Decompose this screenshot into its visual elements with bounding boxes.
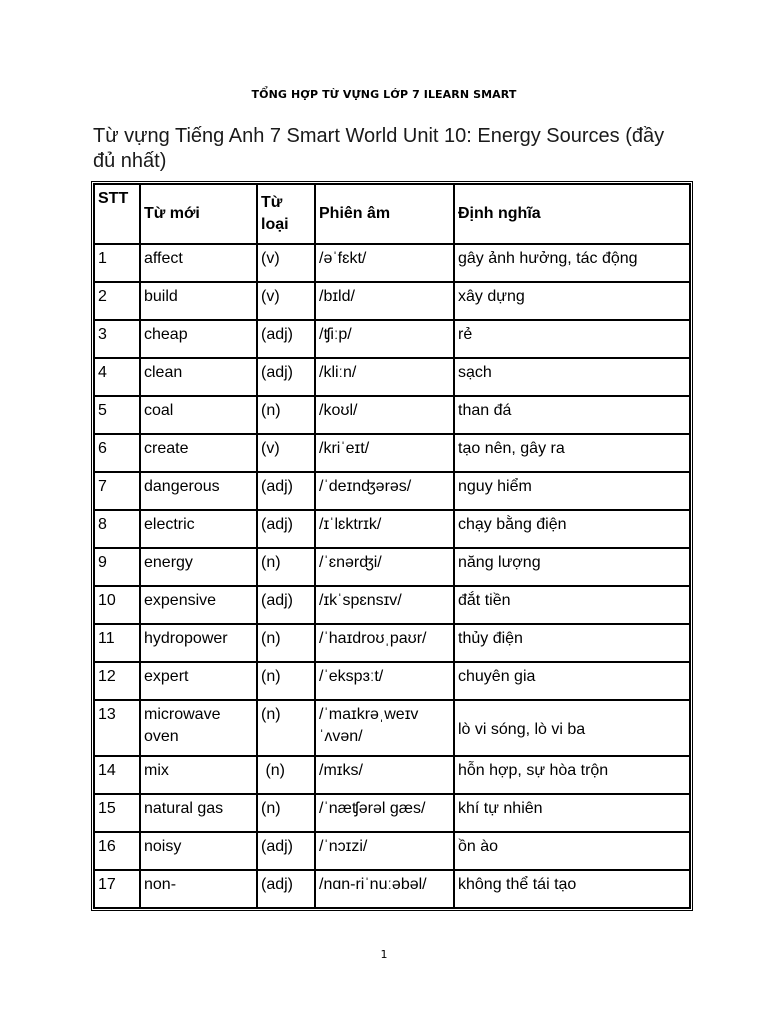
cell-meaning: ồn ào — [454, 832, 690, 870]
cell-stt: 12 — [94, 662, 140, 700]
document-header: TỔNG HỢP TỪ VỰNG LỚP 7 ILEARN SMART — [251, 88, 517, 101]
cell-word: create — [140, 434, 257, 472]
cell-pos: (adj) — [257, 832, 315, 870]
cell-ipa: /ˈdeɪnʤərəs/ — [315, 472, 454, 510]
document-title: Từ vựng Tiếng Anh 7 Smart World Unit 10: Energy Sources (đầy đủ nhất) — [93, 125, 665, 172]
cell-word: energy — [140, 548, 257, 586]
cell-ipa: /ˈmaɪkrəˌweɪv ˈʌvən/ — [315, 700, 454, 756]
cell-pos: (adj) — [257, 870, 315, 908]
cell-stt: 2 — [94, 282, 140, 320]
cell-word: coal — [140, 396, 257, 434]
cell-word: electric — [140, 510, 257, 548]
table-row — [94, 510, 690, 548]
cell-stt: 6 — [94, 434, 140, 472]
cell-meaning: chuyên gia — [454, 662, 690, 700]
cell-pos: (adj) — [257, 358, 315, 396]
cell-stt: 10 — [94, 586, 140, 624]
page-number: 1 — [380, 948, 388, 961]
cell-word: non- — [140, 870, 257, 908]
cell-ipa: /ʧiːp/ — [315, 320, 454, 358]
cell-word: expensive — [140, 586, 257, 624]
cell-stt: 3 — [94, 320, 140, 358]
cell-pos: (n) — [257, 700, 315, 756]
cell-stt: 11 — [94, 624, 140, 662]
column-header-ipa: Phiên âm — [315, 184, 454, 244]
cell-pos: (adj) — [257, 320, 315, 358]
table-row — [94, 472, 690, 510]
table-row — [94, 434, 690, 472]
cell-meaning: khí tự nhiên — [454, 794, 690, 832]
cell-meaning: sạch — [454, 358, 690, 396]
cell-word: expert — [140, 662, 257, 700]
cell-ipa: /ˈekspɜːt/ — [315, 662, 454, 700]
column-header-pos: Từ loại — [257, 184, 315, 244]
cell-stt: 16 — [94, 832, 140, 870]
table-row — [94, 624, 690, 662]
cell-meaning: nguy hiểm — [454, 472, 690, 510]
cell-meaning: tạo nên, gây ra — [454, 434, 690, 472]
cell-stt: 7 — [94, 472, 140, 510]
cell-stt: 15 — [94, 794, 140, 832]
vocabulary-table — [93, 183, 691, 909]
cell-word: hydropower — [140, 624, 257, 662]
cell-ipa: /kliːn/ — [315, 358, 454, 396]
cell-stt: 13 — [94, 700, 140, 756]
cell-word: natural gas — [140, 794, 257, 832]
cell-meaning: rẻ — [454, 320, 690, 358]
cell-pos: (n) — [257, 662, 315, 700]
cell-meaning: năng lượng — [454, 548, 690, 586]
cell-ipa: /ˈhaɪdroʊˌpaʊr/ — [315, 624, 454, 662]
cell-ipa: /koʊl/ — [315, 396, 454, 434]
cell-ipa: /ɪˈlɛktrɪk/ — [315, 510, 454, 548]
table-row — [94, 700, 690, 756]
table-row — [94, 870, 690, 908]
table-row — [94, 832, 690, 870]
cell-pos: (n) — [257, 756, 315, 794]
cell-meaning: hỗn hợp, sự hòa trộn — [454, 756, 690, 794]
cell-stt: 5 — [94, 396, 140, 434]
cell-stt: 14 — [94, 756, 140, 794]
cell-pos: (adj) — [257, 472, 315, 510]
table-row — [94, 756, 690, 794]
cell-pos: (adj) — [257, 586, 315, 624]
cell-meaning: xây dựng — [454, 282, 690, 320]
cell-stt: 1 — [94, 244, 140, 282]
table-row — [94, 396, 690, 434]
cell-stt: 17 — [94, 870, 140, 908]
cell-pos: (v) — [257, 282, 315, 320]
cell-word: microwave oven — [140, 700, 257, 756]
table-row — [94, 244, 690, 282]
cell-word: clean — [140, 358, 257, 396]
cell-word: affect — [140, 244, 257, 282]
table-row — [94, 358, 690, 396]
cell-stt: 8 — [94, 510, 140, 548]
cell-word: noisy — [140, 832, 257, 870]
cell-meaning: than đá — [454, 396, 690, 434]
cell-ipa: /kriˈeɪt/ — [315, 434, 454, 472]
column-header-word: Từ mới — [140, 184, 257, 244]
column-header-meaning: Định nghĩa — [454, 184, 690, 244]
cell-ipa: /ˈɛnərʤi/ — [315, 548, 454, 586]
table-row — [94, 320, 690, 358]
column-header-stt: STT — [94, 184, 140, 244]
table-row — [94, 794, 690, 832]
cell-word: mix — [140, 756, 257, 794]
cell-ipa: /əˈfɛkt/ — [315, 244, 454, 282]
table-row — [94, 586, 690, 624]
cell-pos: (n) — [257, 396, 315, 434]
cell-ipa: /nɑn-riˈnuːəbəl/ — [315, 870, 454, 908]
cell-meaning: không thể tái tạo — [454, 870, 690, 908]
cell-stt: 4 — [94, 358, 140, 396]
cell-ipa: /ˈnɔɪzi/ — [315, 832, 454, 870]
cell-meaning: gây ảnh hưởng, tác động — [454, 244, 690, 282]
cell-pos: (n) — [257, 624, 315, 662]
cell-ipa: /mɪks/ — [315, 756, 454, 794]
cell-ipa: /ˈnæʧərəl gæs/ — [315, 794, 454, 832]
table-row — [94, 282, 690, 320]
cell-pos: (n) — [257, 794, 315, 832]
table-row — [94, 662, 690, 700]
cell-meaning: chạy bằng điện — [454, 510, 690, 548]
cell-meaning: lò vi sóng, lò vi ba — [454, 700, 690, 756]
cell-meaning: thủy điện — [454, 624, 690, 662]
cell-word: build — [140, 282, 257, 320]
cell-pos: (n) — [257, 548, 315, 586]
table-header-row — [94, 184, 690, 244]
cell-meaning: đắt tiền — [454, 586, 690, 624]
cell-word: cheap — [140, 320, 257, 358]
cell-stt: 9 — [94, 548, 140, 586]
table-row — [94, 548, 690, 586]
cell-pos: (v) — [257, 434, 315, 472]
cell-ipa: /bɪld/ — [315, 282, 454, 320]
cell-pos: (adj) — [257, 510, 315, 548]
cell-word: dangerous — [140, 472, 257, 510]
cell-ipa: /ɪkˈspɛnsɪv/ — [315, 586, 454, 624]
cell-pos: (v) — [257, 244, 315, 282]
table-body — [94, 244, 690, 908]
